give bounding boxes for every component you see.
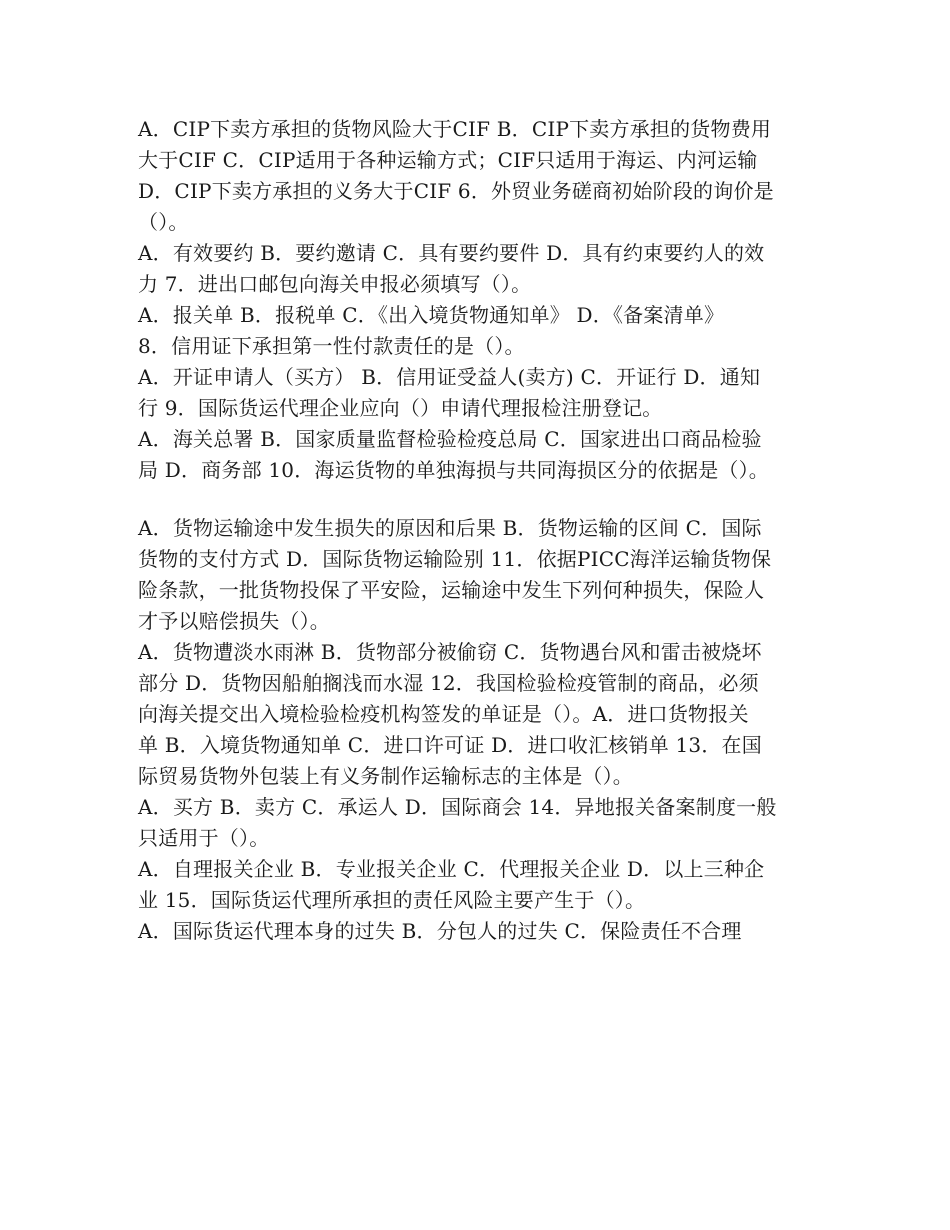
text-line: A．报关单 B．报税单 C．《出入境货物通知单》 D．《备案清单》	[138, 303, 725, 327]
text-line: 部分 D．货物因船舶搁浅而水湿 12．我国检验检疫管制的商品，必须	[138, 671, 759, 695]
text-line: A．货物遭淡水雨淋 B．货物部分被偷窃 C．货物遇台风和雷击被烧坏	[138, 640, 762, 664]
paragraph-gap	[138, 486, 838, 513]
text-line: 业 15．国际货运代理所承担的责任风险主要产生于（）。	[138, 888, 646, 912]
document-body	[138, 114, 838, 947]
text-line: A．开证申请人（买方） B．信用证受益人(卖方) C．开证行 D．通知	[138, 365, 761, 389]
text-line: 才予以赔偿损失（）。	[138, 609, 330, 633]
text-line: 8．信用证下承担第一性付款责任的是（）。	[138, 334, 525, 358]
text-line: A．CIP下卖方承担的货物风险大于CIF B．CIP下卖方承担的货物费用	[138, 117, 772, 141]
text-line: （）。	[138, 210, 189, 234]
text-line: 际贸易货物外包装上有义务制作运输标志的主体是（）。	[138, 764, 633, 788]
text-line: A．国际货运代理本身的过失 B．分包人的过失 C．保险责任不合理	[138, 919, 742, 943]
text-line: 局 D．商务部 10．海运货物的单独海损与共同海损区分的依据是（）。	[138, 458, 769, 482]
text-line: 货物的支付方式 D．国际货物运输险别 11．依据PICC海洋运输货物保	[138, 547, 772, 571]
text-line: A．自理报关企业 B．专业报关企业 C．代理报关企业 D．以上三种企	[138, 857, 765, 881]
text-line: 向海关提交出入境检验检疫机构签发的单证是（）。A．进口货物报关	[138, 702, 749, 726]
text-line: 力 7．进出口邮包向海关申报必须填写（）。	[138, 272, 532, 296]
text-line: 险条款，一批货物投保了平安险，运输途中发生下列何种损失，保险人	[138, 578, 765, 602]
text-line: 单 B．入境货物通知单 C．进口许可证 D．进口收汇核销单 13．在国	[138, 733, 762, 757]
text-line: A．货物运输途中发生损失的原因和后果 B．货物运输的区间 C．国际	[138, 516, 762, 540]
text-line: 行 9．国际货运代理企业应向（）申请代理报检注册登记。	[138, 396, 663, 420]
text-line: A．有效要约 B．要约邀请 C．具有要约要件 D．具有约束要约人的效	[138, 241, 765, 265]
text-line: 大于CIF C．CIP适用于各种运输方式；CIF只适用于海运、内河运输	[138, 148, 758, 172]
text-line: A．海关总署 B．国家质量监督检验检疫总局 C．国家进出口商品检验	[138, 427, 762, 451]
text-line: A．买方 B．卖方 C．承运人 D．国际商会 14．异地报关备案制度一般	[138, 795, 777, 819]
text-line: D．CIP下卖方承担的义务大于CIF 6．外贸业务磋商初始阶段的询价是	[138, 179, 774, 203]
text-line: 只适用于（）。	[138, 826, 270, 850]
